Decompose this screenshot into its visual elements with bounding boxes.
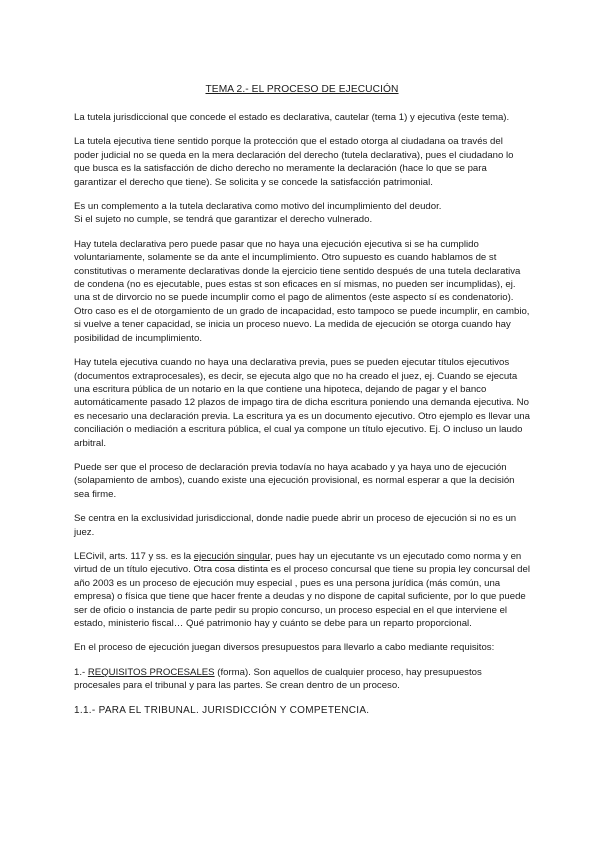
complemento-line-1: Es un complemento a la tutela declarativa como motivo del incumplimiento del deudor. — [74, 201, 442, 213]
ejecucion-singular-term: ejecución singular — [193, 550, 271, 562]
paragraph-exclusividad: Se centra en la exclusividad jurisdiccional, donde nadie puede abrir un proceso de ejecución si no es un juez. — [74, 513, 517, 538]
requisitos-number: 1.- — [74, 666, 88, 678]
paragraph-presupuestos: En el proceso de ejecución juegan diversos presupuestos para llevarlo a cabo mediante requisitos: — [74, 642, 495, 654]
paragraph-lecivil — [74, 550, 530, 630]
lecivil-text-before: LECivil, arts. 117 y ss. es la — [74, 550, 194, 562]
section-heading-tribunal: 1.1.- PARA EL TRIBUNAL. JURISDICCIÓN Y COMPETENCIA. — [74, 704, 370, 716]
paragraph-tutela-ejecutiva: La tutela ejecutiva tiene sentido porque la protección que el estado otorga al ciudadana oa través del poder judicial no se queda en la mera declaración del derecho (tutela declarativa), pues el ciudadano lo que busca es la satisfacción de dicho derecho no meramente la declaración (hace lo que se para garantizar el derecho que tiene). Se solicita y se concede la satisfacción patrimonial. — [74, 136, 514, 188]
requisitos-text: (forma). Son aquellos de cualquier proceso, hay presupuestos procesales para el tribunal y para las partes. Se crean dentro de un proceso. — [74, 666, 482, 692]
paragraph-tutela: La tutela jurisdiccional que concede el estado es declarativa, cautelar (tema 1) y ejecutiva (este tema). — [74, 112, 510, 123]
requisitos-procesales-term: REQUISITOS PROCESALES — [87, 666, 215, 678]
paragraph-tutela-declarativa: Hay tutela declarativa pero puede pasar que no haya una ejecución ejecutiva si se ha cumplido voluntariamente, solamente se da ante el incumplimiento. Otro supuesto es cuando hablamos de st constitutivas o meramente declarativas donde la ejercicio tiene sentido después de una tutela declarativa de condena (no es ejecutable, pues estas st son eficaces en sí mismas, no pueden ser incumplidas), ej. una st de dirvorcio no se puede incumplir como el pago de alimentos (este aspecto sí es condenatorio). Otro caso es el de otorgamiento de un grado de incapacidad, esto tampoco se puede incumplir, en cambio, si vuelve a tener capacidad, se inicia un proceso nuevo. La medida de ejecución se otorga cuando hay posibilidad de incumplimiento. — [74, 238, 530, 344]
paragraph-titulos-ejecutivos: Hay tutela ejecutiva cuando no haya una declarativa previa, pues se pueden ejecutar títulos ejecutivos (documentos extraprocesales), es decir, se ejecuta algo que no ha creado el juez, ej. Cuando se ejecuta una escritura pública de un notario en la que contiene una hipoteca, dejando de pagar y el banco automáticamente pasado 12 plazos de impago tira de dicha escritura poniendo una demanda ejecutiva. No es necesario una declaración previa. La escritura ya es un documento ejecutivo. Otro ejemplo es llevar una conciliación o mediación a escritura pública, el cual ya compone un título ejecutivo. Ej. O incluso un laudo arbitral. — [74, 357, 530, 449]
paragraph-solapamiento: Puede ser que el proceso de declaración previa todavía no haya acabado y ya haya uno de ejecución (solapamiento de ambos), cuando existe una ejecución provisional, es normal esperar a que la decisión sea firme. — [74, 461, 515, 500]
complemento-line-2: Si el sujeto no cumple, se tendrá que garantizar el derecho vulnerado. — [74, 214, 373, 226]
paragraph-requisitos-procesales — [74, 666, 530, 693]
paragraph-complemento — [74, 200, 530, 227]
page-title: TEMA 2.- EL PROCESO DE EJECUCIÓN — [205, 84, 399, 95]
lecivil-text-after: , pues hay un ejecutante vs un ejecutado como norma y en virtud de un título ejecutivo. Otra cosa distinta es el proceso concursal que tiene su propia ley concursal del año 2003 es un proceso de ejecución muy especial , pues es una persona jurídica (más común, una empresa) o física que tiene que hacer frente a deudas y no dispone de capital suficiente, por lo que puede ser de oficio o instancia de parte pedir su propio concurso, un proceso especial en el que interviene el estado, ministerio fiscal… Qué patrimonio hay y cuánto se debe para un reparto proporcional. — [74, 550, 530, 629]
